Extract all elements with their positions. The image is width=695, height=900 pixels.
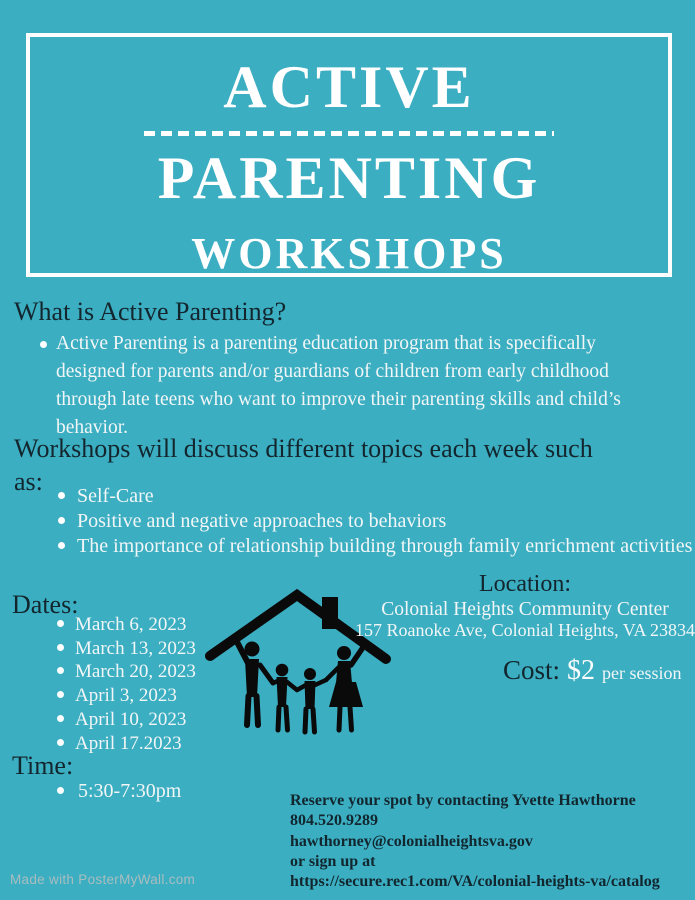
contact-signup-line: or sign up at — [290, 852, 376, 870]
contact-url: https://secure.rec1.com/VA/colonial-heights-va/catalog — [290, 873, 660, 891]
time-section-heading: Time: — [12, 751, 74, 780]
location-venue: Colonial Heights Community Center — [381, 599, 669, 620]
list-item: The importance of relationship building through family enrichment activities — [58, 534, 695, 559]
contact-email: hawthorney@colonialheightsva.gov — [290, 832, 533, 850]
postermywall-credit: Made with PosterMyWall.com — [10, 872, 196, 887]
dates-list — [57, 613, 196, 755]
girl-silhouette-icon — [273, 664, 297, 730]
poster-title-word-workshops: WORKSHOPS — [191, 229, 507, 278]
list-item: Positive and negative approaches to behaviors — [58, 509, 695, 534]
boy-silhouette-icon — [297, 668, 326, 732]
what-section-list — [40, 330, 670, 442]
list-item: March 6, 2023 — [57, 613, 196, 637]
list-item: April 17.2023 — [57, 732, 196, 756]
woman-silhouette-icon — [326, 643, 366, 730]
list-item: Active Parenting is a parenting education program that is specifically designed for parents and/or guardians of children from early childhood through late teens who want to improve their parenting skills and child’s behavior. — [40, 330, 670, 442]
list-item: April 3, 2023 — [57, 684, 196, 708]
cost-suffix: per session — [602, 663, 682, 683]
what-section-heading: What is Active Parenting? — [14, 297, 287, 326]
topics-section-heading: Workshops will discuss different topics each week such as: — [14, 434, 593, 496]
dates-section-heading: Dates: — [12, 590, 79, 619]
list-item: April 10, 2023 — [57, 708, 196, 732]
poster-title-word-parenting: PARENTING — [157, 145, 541, 211]
man-silhouette-icon — [236, 640, 273, 725]
title-box — [26, 33, 672, 277]
location-heading: Location: — [479, 571, 571, 597]
list-item: March 13, 2023 — [57, 637, 196, 661]
cost-amount: $2 — [567, 655, 596, 686]
cost-label: Cost: — [503, 655, 561, 685]
list-item: Self-Care — [58, 484, 695, 509]
contact-reserve-line: Reserve your spot by contacting Yvette Hawthorne — [290, 792, 636, 809]
time-list — [57, 779, 181, 804]
poster-title-word-active: ACTIVE — [223, 54, 475, 120]
location-block — [352, 571, 695, 641]
location-address: 157 Roanoke Ave, Colonial Heights, VA 23834 — [355, 620, 695, 640]
contact-block — [290, 791, 692, 892]
list-item: 5:30-7:30pm — [57, 779, 181, 804]
cost-line — [503, 655, 682, 687]
dashed-divider — [144, 131, 554, 136]
list-item: March 20, 2023 — [57, 660, 196, 684]
topics-section-list — [58, 484, 695, 559]
contact-phone: 804.520.9289 — [290, 812, 378, 830]
